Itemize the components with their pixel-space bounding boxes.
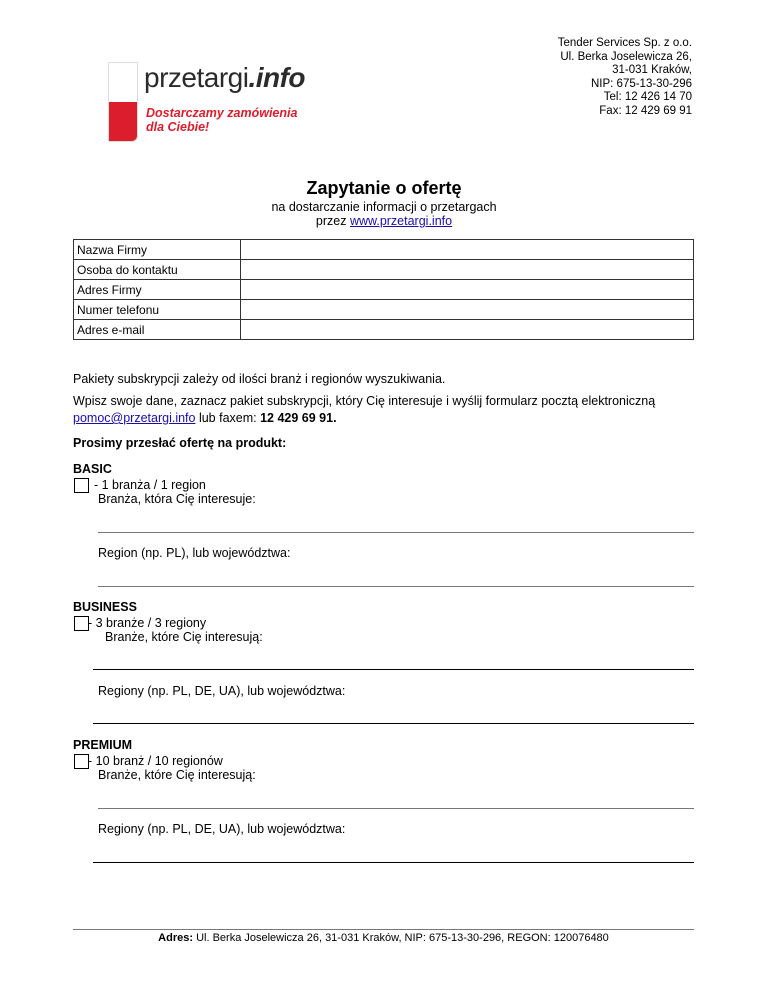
business-package-title: BUSINESS — [73, 600, 137, 614]
basic-region-label: Region (np. PL), lub województwa: — [98, 546, 291, 560]
basic-package-desc: - 1 branża / 1 region — [94, 478, 206, 492]
company-city: 31-031 Kraków, — [612, 64, 692, 76]
offer-heading: Prosimy przesłać ofertę na produkt: — [73, 436, 287, 450]
basic-checkbox[interactable] — [74, 478, 89, 493]
page-title: Zapytanie o ofertę — [306, 178, 462, 198]
basic-industry-label: Branża, która Cię interesuje: — [98, 492, 256, 506]
basic-region-input[interactable] — [98, 586, 694, 587]
company-name-field[interactable] — [241, 240, 694, 260]
logo-tagline: Dostarczamy zamówienia dla Ciebie! — [146, 106, 298, 134]
company-fax: Fax: 12 429 69 91 — [599, 104, 692, 117]
intro-paragraph-2: Wpisz swoje dane, zaznacz pakiet subskrypcji, który Cię interesuje i wyślij formularz pocztą elektroniczną pomoc@przetargi.info lub faxem: 12 429 69 91. — [73, 394, 656, 425]
business-region-input[interactable] — [93, 723, 694, 724]
company-tel: Tel: 12 426 14 70 — [603, 91, 692, 103]
company-street: Ul. Berka Joselewicza 26, — [560, 50, 692, 63]
company-nip: NIP: 675-13-30-296 — [590, 77, 692, 90]
business-industry-input[interactable] — [93, 669, 694, 670]
flag-icon — [108, 62, 138, 142]
contact-person-field[interactable] — [241, 260, 694, 280]
business-checkbox[interactable] — [74, 616, 89, 631]
website-link[interactable]: www.przetargi.info — [349, 214, 453, 228]
table-row — [74, 280, 694, 300]
basic-industry-input[interactable] — [98, 532, 694, 533]
email-link[interactable]: pomoc@przetargi.info — [73, 411, 196, 425]
intro-paragraph-1: Pakiety subskrypcji zależy od ilości branż i regionów wyszukiwania. — [73, 372, 446, 386]
premium-region-label: Regiony (np. PL, DE, UA), lub województwa: — [98, 822, 346, 836]
table-row — [74, 300, 694, 320]
field-label: Adres e-mail — [74, 320, 241, 340]
table-row — [74, 320, 694, 340]
field-label: Nazwa Firmy — [74, 240, 241, 260]
email-field[interactable] — [241, 320, 694, 340]
company-name: Tender Services Sp. z o.o. — [557, 37, 692, 49]
table-row — [74, 240, 694, 260]
phone-field[interactable] — [241, 300, 694, 320]
field-label: Osoba do kontaktu — [74, 260, 241, 280]
footer-divider — [73, 929, 694, 930]
footer: Adres: Ul. Berka Joselewicza 26, 31-031 Kraków, NIP: 675-13-30-296, REGON: 120076480 — [158, 932, 609, 944]
premium-industry-input[interactable] — [98, 808, 694, 809]
field-label: Numer telefonu — [74, 300, 241, 320]
field-label: Adres Firmy — [74, 280, 241, 300]
premium-region-input[interactable] — [93, 862, 694, 863]
company-info — [460, 37, 692, 118]
premium-industry-label: Branże, które Cię interesują: — [98, 768, 256, 782]
basic-package-title: BASIC — [73, 462, 112, 476]
business-region-label: Regiony (np. PL, DE, UA), lub województwa: — [98, 684, 346, 698]
company-address-field[interactable] — [241, 280, 694, 300]
premium-package-desc: - 10 branż / 10 regionów — [88, 754, 223, 768]
page-subtitle: na dostarczanie informacji o przetargach przez www.przetargi.info — [271, 200, 497, 228]
premium-checkbox[interactable] — [74, 754, 89, 769]
logo-name: przetargi.info — [144, 62, 306, 93]
business-industry-label: Branże, które Cię interesują: — [105, 630, 263, 644]
business-package-desc: - 3 branże / 3 regiony — [88, 616, 207, 630]
contact-form-table — [73, 239, 694, 340]
table-row — [74, 260, 694, 280]
premium-package-title: PREMIUM — [73, 738, 133, 752]
logo — [108, 62, 308, 142]
